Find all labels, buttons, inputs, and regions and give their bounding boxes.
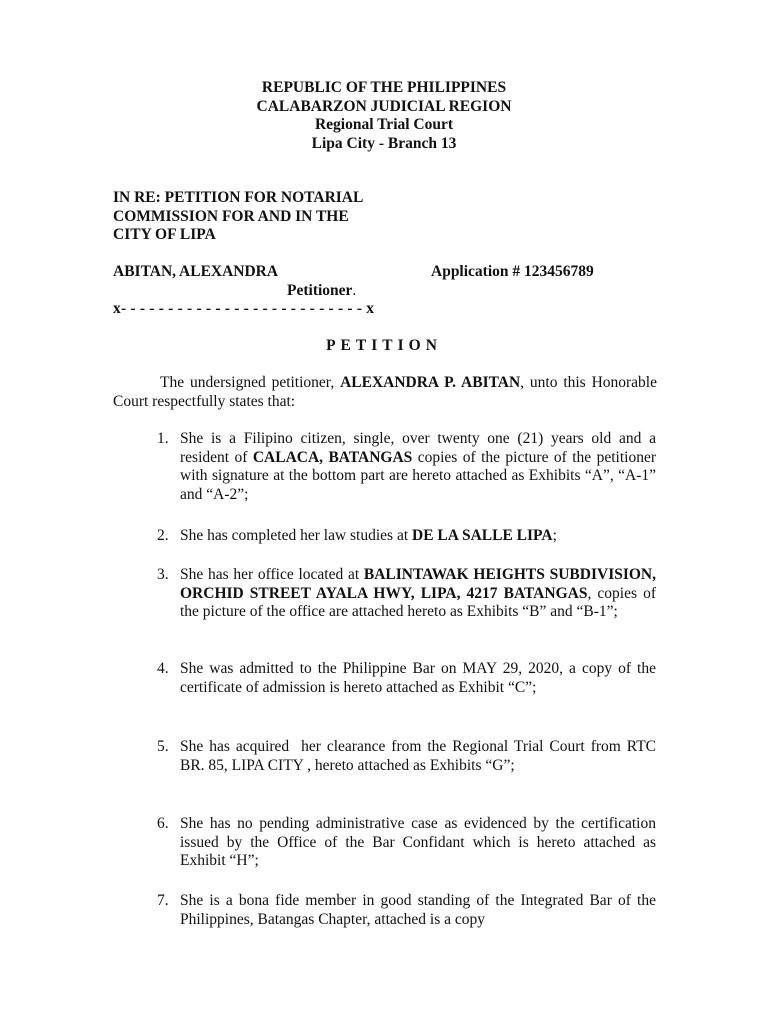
intro-petitioner-name: ALEXANDRA P. ABITAN (340, 374, 521, 391)
party-line (113, 263, 673, 282)
header-republic: REPUBLIC OF THE PHILIPPINES (261, 79, 507, 96)
item-emphasis: BALINTAWAK HEIGHTS SUBDIVISION, ORCHID STREET AYALA HWY, LIPA, 4217 BATANGAS (180, 566, 657, 602)
item-1 (157, 430, 656, 504)
item-emphasis: CALACA, BATANGAS (252, 448, 413, 466)
item-7 (157, 892, 656, 929)
item-text-end: ; (552, 527, 557, 544)
item-text: She is a Filipino citizen, single, over twenty one (21) years old and a resident of (180, 430, 656, 466)
document-title: PETITION (326, 337, 442, 354)
item-4 (157, 660, 656, 697)
petitioner-role (287, 282, 356, 301)
court-header (0, 79, 768, 153)
item-3 (157, 566, 657, 622)
caption-line-2: COMMISSION FOR AND IN THE (113, 207, 349, 225)
item-number: 6. (157, 815, 169, 832)
item-text: She was admitted to the Philippine Bar on MAY 29, 2020, a copy of the certificate of admission is hereto attached as Exhibit “C”; (180, 660, 656, 696)
item-6 (157, 815, 656, 871)
intro-part-2: , unto this Honorable Court respectfully states that: (113, 374, 657, 410)
case-caption (113, 189, 413, 245)
intro-part-1: The undersigned petitioner, (160, 374, 341, 391)
header-court: Regional Trial Court (314, 116, 454, 134)
item-text: She has acquired her clearance from the Regional Trial Court from RTC BR. 85, LIPA CITY , hereto attached as Exhibits “G”; (180, 738, 660, 774)
item-text: She has completed her law studies at (180, 527, 413, 544)
item-text-end: , copies of the picture of the office are attached hereto as Exhibits “B” and “B-1”; (180, 584, 656, 621)
item-5 (157, 738, 660, 775)
item-number: 5. (157, 738, 169, 755)
item-number: 3. (157, 566, 169, 583)
header-region: CALABARZON JUDICIAL REGION (256, 97, 512, 115)
header-branch: Lipa City - Branch 13 (311, 134, 457, 152)
caption-line-1: IN RE: PETITION FOR NOTARIAL (113, 189, 364, 206)
intro-paragraph (113, 374, 657, 411)
item-2 (157, 527, 656, 546)
petitioner-period: . (352, 282, 357, 299)
item-number: 1. (157, 430, 169, 447)
item-text: She has no pending administrative case as evidenced by the certification issued by the Office of the Bar Confidant which is hereto attached as Exhibit “H”; (180, 815, 656, 870)
item-text: She is a bona fide member in good standing of the Integrated Bar of the Philippines, Batangas Chapter, attached is a copy (180, 892, 656, 928)
item-number: 7. (157, 892, 169, 909)
item-number: 4. (157, 660, 169, 677)
item-text-end: copies of the picture of the petitioner with signature at the bottom part are hereto attached as Exhibits “A”, “A-1” and “A-2”; (180, 448, 656, 503)
petitioner-name: ABITAN, ALEXANDRA (113, 263, 279, 280)
item-number: 2. (157, 527, 169, 544)
petitioner-label: Petitioner (287, 282, 353, 299)
item-emphasis: DE LA SALLE LIPA (412, 527, 553, 544)
application-number: Application # 123456789 (431, 263, 594, 280)
caption-line-3: CITY OF LIPA (113, 226, 216, 244)
item-text: She has her office located at (180, 566, 364, 583)
caption-separator: x- - - - - - - - - - - - - - - - - - - - - - - - - - x (113, 300, 375, 317)
